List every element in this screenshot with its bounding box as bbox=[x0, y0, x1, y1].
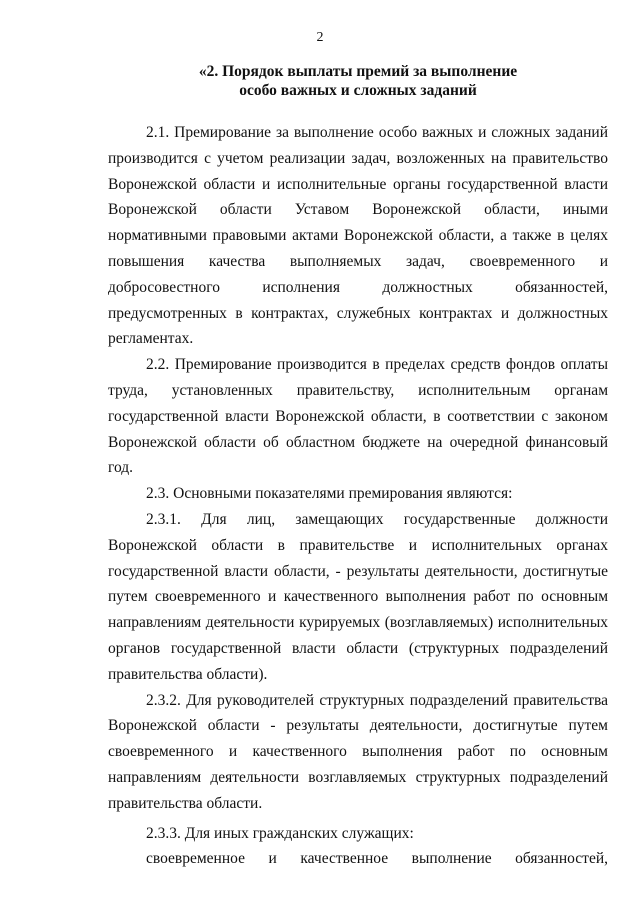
section-heading-line-2: особо важных и сложных заданий bbox=[239, 82, 477, 99]
paragraph-2-3-2: 2.3.2. Для руководителей структурных подразделений правительства Воронежской области - результаты деятельности, достигнутые путем своевременного и качественного выполнения работ по основным направлениям деятельности возглавляемых структурных подразделений правительства области. bbox=[108, 691, 608, 812]
document-body bbox=[108, 120, 608, 872]
section-heading bbox=[108, 62, 608, 100]
paragraph-2-3-1: 2.3.1. Для лиц, замещающих государственные должности Воронежской области в правительстве и исполнительных органах государственной власти области, - результаты деятельности, достигнутые путем своевременного и качественного выполнения работ по основным направлениям деятельности курируемых (возглавляемых) исполнительных органов государственной власти области (структурных подразделений правительства области). bbox=[108, 510, 608, 683]
paragraph-2-3-3: 2.3.3. Для иных гражданских служащих: bbox=[146, 824, 414, 842]
section-heading-line-1: «2. Порядок выплаты премий за выполнение bbox=[198, 63, 518, 80]
page-number: 2 bbox=[316, 30, 324, 45]
paragraph-2-1: 2.1. Премирование за выполнение особо важных и сложных заданий производится с учетом реализации задач, возложенных на правительство Воронежской области и исполнительные органы государственной власти Воронежской области Уставом Воронежской области, иными нормативными правовыми актами Воронежской области, а также в целях повышения качества выполняемых задач, своевременного и добросовестного исполнения должностных обязанностей, предусмотренных в контрактах, служебных контрактах и должностных регламентах. bbox=[108, 124, 608, 348]
paragraph-2-3: 2.3. Основными показателями премирования являются: bbox=[146, 485, 513, 503]
paragraph-2-2: 2.2. Премирование производится в пределах средств фондов оплаты труда, установленных правительству, исполнительным органам государственной власти Воронежской области, в соответствии с законом Воронежской области об областном бюджете на очередной финансовый год. bbox=[108, 356, 608, 477]
paragraph-continuation: своевременное и качественное выполнение обязанностей, bbox=[146, 850, 608, 868]
